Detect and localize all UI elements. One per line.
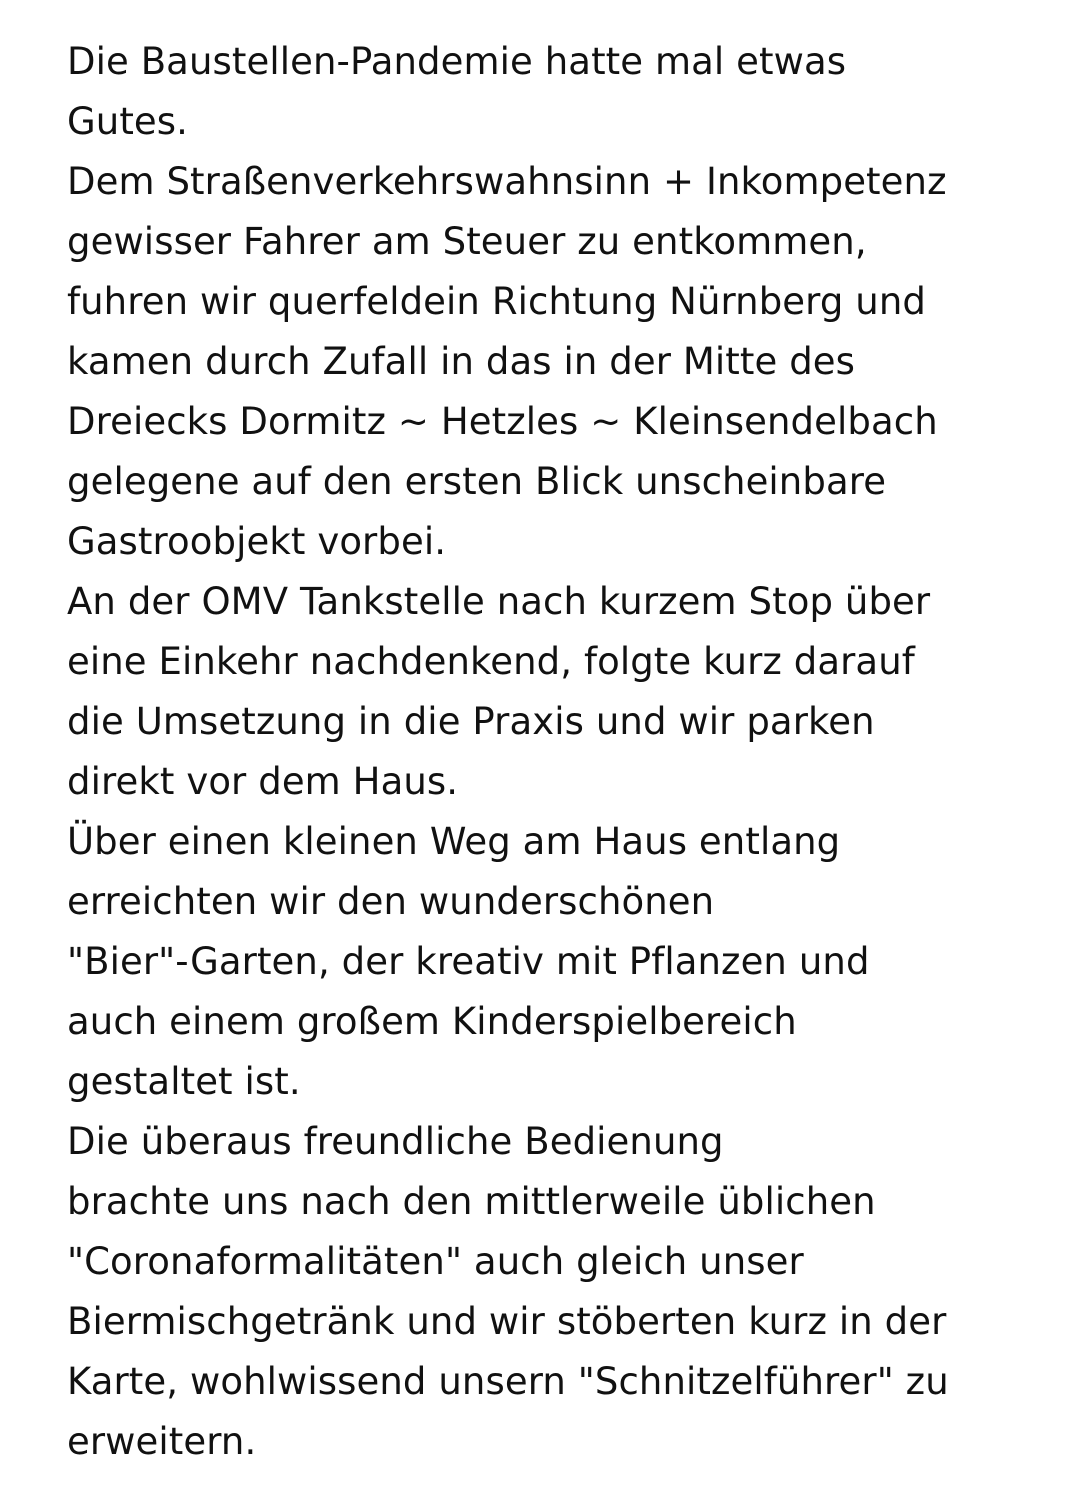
text-line: eine Einkehr nachdenkend, folgte kurz darauf	[67, 640, 915, 683]
text-line: fuhren wir querfeldein Richtung Nürnberg und	[67, 280, 926, 323]
text-line: Über einen kleinen Weg am Haus entlang	[67, 820, 841, 863]
text-line: erweitern.	[67, 1420, 257, 1463]
text-line: gestaltet ist.	[67, 1060, 301, 1103]
text-line: "Bier"-Garten, der kreativ mit Pflanzen und	[67, 940, 870, 983]
text-line: Karte, wohlwissend unsern "Schnitzelführer" zu	[67, 1360, 949, 1403]
text-line: erreichten wir den wunderschönen	[67, 880, 715, 923]
text-line: Gastroobjekt vorbei.	[67, 520, 447, 563]
text-line: kamen durch Zufall in das in der Mitte des	[67, 340, 856, 383]
text-line: Dem Straßenverkehrswahnsinn + Inkompetenz	[67, 160, 947, 203]
text-line: direkt vor dem Haus.	[67, 760, 459, 803]
text-line: brachte uns nach den mittlerweile üblichen	[67, 1180, 876, 1223]
text-line: die Umsetzung in die Praxis und wir parken	[67, 700, 875, 743]
text-line: An der OMV Tankstelle nach kurzem Stop über	[67, 580, 931, 623]
text-line: auch einem großem Kinderspielbereich	[67, 1000, 797, 1043]
text-line: Gutes.	[67, 100, 189, 143]
text-line: "Coronaformalitäten" auch gleich unser	[67, 1240, 804, 1283]
text-line: gelegene auf den ersten Blick unscheinbare	[67, 460, 887, 503]
text-line: Die Baustellen-Pandemie hatte mal etwas	[67, 40, 847, 83]
text-line: Die überaus freundliche Bedienung	[67, 1120, 724, 1163]
review-text	[67, 32, 1057, 1472]
text-line: gewisser Fahrer am Steuer zu entkommen,	[67, 220, 867, 263]
text-line: Biermischgetränk und wir stöberten kurz in der	[67, 1300, 947, 1343]
text-line: Dreiecks Dormitz ~ Hetzles ~ Kleinsendelbach	[67, 400, 938, 443]
